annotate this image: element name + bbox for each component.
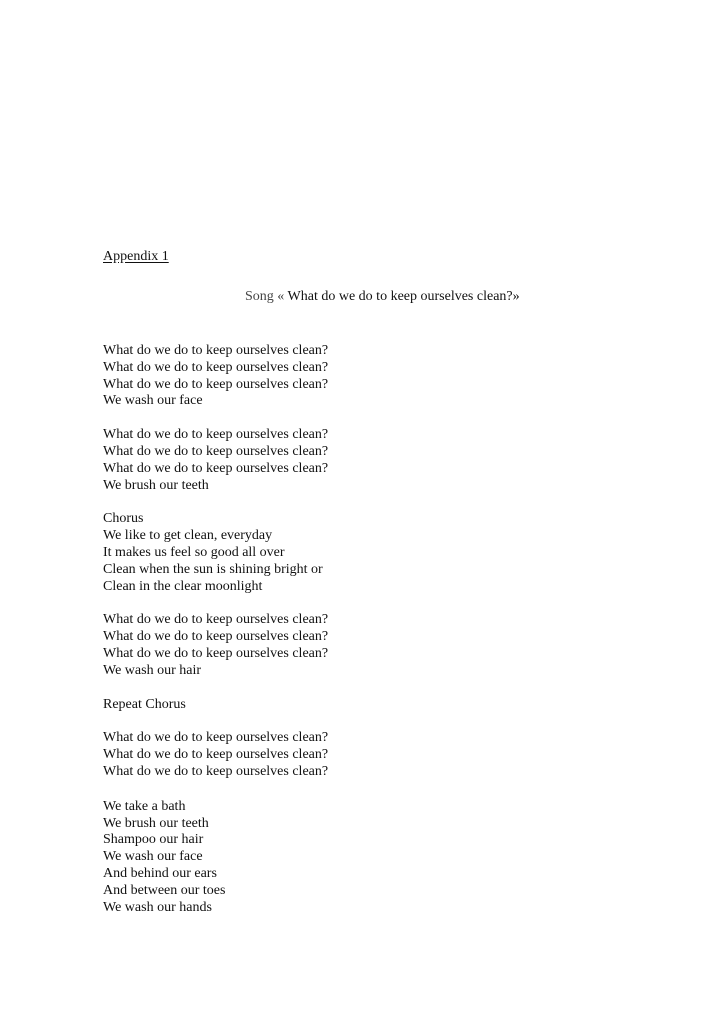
stanza-3 bbox=[103, 612, 623, 679]
lyric-line: And behind our ears bbox=[103, 865, 217, 881]
lyric-line: What do we do to keep ourselves clean? bbox=[103, 460, 329, 476]
song-title bbox=[245, 288, 520, 306]
lyric-line: What do we do to keep ourselves clean? bbox=[103, 763, 329, 779]
lyric-line: We wash our face bbox=[103, 393, 203, 409]
lyric-line: What do we do to keep ourselves clean? bbox=[103, 376, 329, 392]
stanza-4 bbox=[103, 730, 623, 780]
lyric-line: What do we do to keep ourselves clean? bbox=[103, 427, 329, 443]
lyric-line: We brush our teeth bbox=[103, 477, 209, 493]
lyric-line: What do we do to keep ourselves clean? bbox=[103, 359, 329, 375]
appendix-heading: Appendix 1 bbox=[103, 249, 169, 264]
final-stanza bbox=[103, 799, 623, 917]
stanza-2 bbox=[103, 427, 623, 494]
lyric-line: What do we do to keep ourselves clean? bbox=[103, 730, 329, 746]
song-lyrics bbox=[103, 343, 623, 933]
lyric-line: We like to get clean, everyday bbox=[103, 528, 273, 544]
lyric-line: What do we do to keep ourselves clean? bbox=[103, 645, 329, 661]
lyric-line: We wash our face bbox=[103, 849, 203, 865]
lyric-line: What do we do to keep ourselves clean? bbox=[103, 747, 329, 763]
lyric-line: We take a bath bbox=[103, 798, 186, 814]
lyric-line: We wash our hands bbox=[103, 899, 212, 915]
lyric-line: We brush our teeth bbox=[103, 815, 209, 831]
lyric-line: Shampoo our hair bbox=[103, 832, 204, 848]
repeat-chorus-line: Repeat Chorus bbox=[103, 696, 186, 712]
lyric-line: We wash our hair bbox=[103, 662, 202, 678]
repeat-chorus-stanza bbox=[103, 697, 623, 714]
song-title-text: What do we do to keep ourselves clean?» bbox=[284, 289, 520, 304]
chorus-stanza bbox=[103, 511, 623, 595]
lyric-line: Clean when the sun is shining bright or bbox=[103, 561, 323, 577]
song-title-prefix: Song « bbox=[245, 289, 285, 304]
lyric-line: What do we do to keep ourselves clean? bbox=[103, 629, 329, 645]
lyric-line: It makes us feel so good all over bbox=[103, 544, 285, 560]
lyric-line: What do we do to keep ourselves clean? bbox=[103, 612, 329, 628]
stanza-1 bbox=[103, 343, 623, 410]
lyric-line: And between our toes bbox=[103, 882, 226, 898]
lyric-line: What do we do to keep ourselves clean? bbox=[103, 443, 329, 459]
lyric-line: What do we do to keep ourselves clean? bbox=[103, 343, 329, 358]
lyric-line: Clean in the clear moonlight bbox=[103, 578, 263, 594]
chorus-heading: Chorus bbox=[103, 511, 144, 527]
